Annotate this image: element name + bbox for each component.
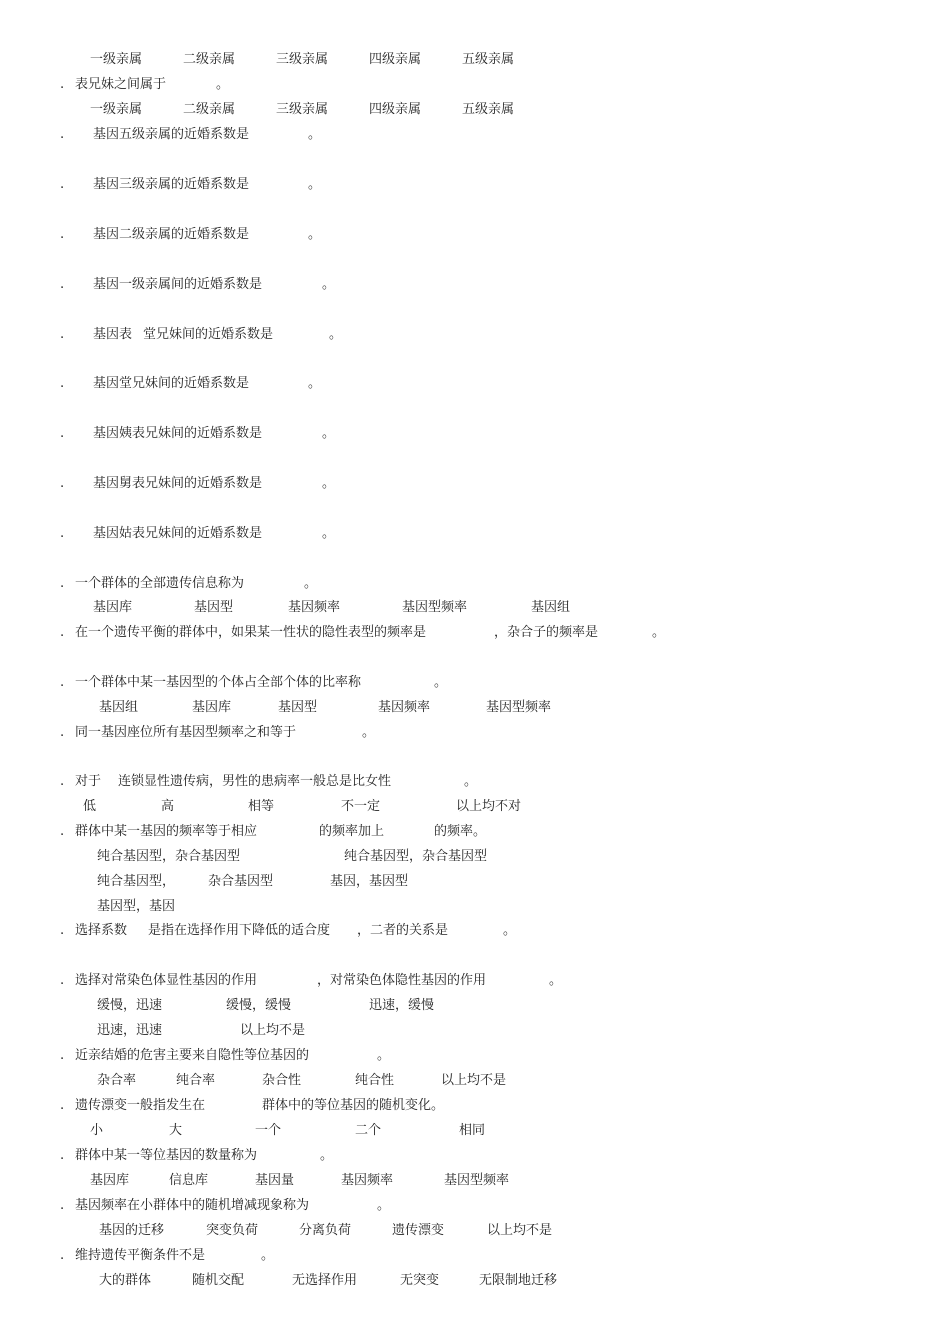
option: 基因，基因型 xyxy=(330,874,409,889)
option: 无突变 xyxy=(400,1273,440,1288)
option: 相等 xyxy=(248,799,275,814)
question-text: 。 xyxy=(308,227,322,242)
question-text: 基因五级亲属的近婚系数是 xyxy=(93,127,250,142)
question-marker: . xyxy=(60,376,65,391)
question-text: 基因舅表兄妹间的近婚系数是 xyxy=(93,476,263,491)
option: 三级亲属 xyxy=(276,102,329,117)
question-text: 一个群体中某一基因型的个体占全部个体的比率称 xyxy=(75,675,362,690)
question-text: 是指在选择作用下降低的适合度 xyxy=(148,923,331,938)
option: 突变负荷 xyxy=(206,1223,259,1238)
question-text: 。 xyxy=(261,1248,275,1263)
question-marker: . xyxy=(60,576,65,591)
question-text: 。 xyxy=(377,1048,391,1063)
question-marker: . xyxy=(60,625,65,640)
question-text: 。 xyxy=(322,277,336,292)
question-text: ，二者的关系是 xyxy=(357,923,449,938)
option: 以上均不是 xyxy=(441,1073,507,1088)
option: 无选择作用 xyxy=(292,1273,358,1288)
option: 相同 xyxy=(459,1123,486,1138)
option: 不一定 xyxy=(341,799,381,814)
question-text: 基因二级亲属的近婚系数是 xyxy=(93,227,250,242)
option: 缓慢，缓慢 xyxy=(226,998,292,1013)
question-text: 。 xyxy=(503,923,517,938)
question-text: 基因姨表兄妹间的近婚系数是 xyxy=(93,426,263,441)
option: 低 xyxy=(83,799,97,814)
question-text: 。 xyxy=(434,675,448,690)
question-marker: . xyxy=(60,774,65,789)
option: 以上均不是 xyxy=(240,1023,306,1038)
question-text: 的频率加上 xyxy=(319,824,385,839)
option: 二个 xyxy=(355,1123,382,1138)
question-text: 。 xyxy=(308,376,322,391)
option: 迅速，缓慢 xyxy=(369,998,435,1013)
question-text: 。 xyxy=(322,476,336,491)
option: 基因库 xyxy=(192,700,232,715)
option: 二级亲属 xyxy=(183,52,236,67)
option: 纯合性 xyxy=(355,1073,395,1088)
question-marker: . xyxy=(60,973,65,988)
question-marker: . xyxy=(60,277,65,292)
question-text: 的频率。 xyxy=(434,824,487,839)
option: 以上均不是 xyxy=(487,1223,553,1238)
question-text: 。 xyxy=(304,576,318,591)
question-text: 表兄妹之间属于 xyxy=(75,77,167,92)
question-marker: . xyxy=(60,1048,65,1063)
question-marker: . xyxy=(60,725,65,740)
question-marker: . xyxy=(60,1248,65,1263)
option: 一级亲属 xyxy=(90,52,143,67)
question-text: 。 xyxy=(549,973,563,988)
question-text: ，对常染色体隐性基因的作用 xyxy=(317,973,487,988)
question-text: 堂兄妹间的近婚系数是 xyxy=(143,327,274,342)
option: 一个 xyxy=(255,1123,282,1138)
question-marker: . xyxy=(60,227,65,242)
question-marker: . xyxy=(60,675,65,690)
question-text: 群体中的等位基因的随机变化。 xyxy=(262,1098,445,1113)
option: 杂合率 xyxy=(97,1073,137,1088)
question-text: 一个群体的全部遗传信息称为 xyxy=(75,576,245,591)
question-marker: . xyxy=(60,1198,65,1213)
option: 基因型 xyxy=(194,600,234,615)
question-marker: . xyxy=(60,824,65,839)
question-marker: . xyxy=(60,177,65,192)
option: 基因的迁移 xyxy=(99,1223,165,1238)
option: 纯合基因型，杂合基因型 xyxy=(344,849,488,864)
option: 四级亲属 xyxy=(369,52,422,67)
question-text: 。 xyxy=(652,625,666,640)
question-text: 选择系数 xyxy=(75,923,128,938)
question-text: 。 xyxy=(464,774,478,789)
option: 四级亲属 xyxy=(369,102,422,117)
question-text: 基因一级亲属间的近婚系数是 xyxy=(93,277,263,292)
option: 随机交配 xyxy=(192,1273,245,1288)
option: 基因频率 xyxy=(378,700,431,715)
question-text: 群体中某一基因的频率等于相应 xyxy=(75,824,258,839)
option: 以上均不对 xyxy=(456,799,522,814)
question-text: 。 xyxy=(308,177,322,192)
option: 迅速，迅速 xyxy=(97,1023,163,1038)
question-text: 基因表 xyxy=(93,327,133,342)
option: 杂合基因型 xyxy=(208,874,274,889)
option: 纯合基因型，杂合基因型 xyxy=(97,849,241,864)
question-text: 连锁显性遗传病，男性的患病率一般总是比女性 xyxy=(118,774,392,789)
option: 基因型频率 xyxy=(486,700,552,715)
question-text: 。 xyxy=(362,725,376,740)
question-text: 基因三级亲属的近婚系数是 xyxy=(93,177,250,192)
question-marker: . xyxy=(60,923,65,938)
option: 基因组 xyxy=(99,700,139,715)
question-text: 在一个遗传平衡的群体中，如果某一性状的隐性表型的频率是 xyxy=(75,625,427,640)
question-text: 遗传漂变一般指发生在 xyxy=(75,1098,206,1113)
question-text: 基因姑表兄妹间的近婚系数是 xyxy=(93,526,263,541)
option: 高 xyxy=(161,799,175,814)
option: 杂合性 xyxy=(262,1073,302,1088)
option: 基因库 xyxy=(93,600,133,615)
question-text: 对于 xyxy=(75,774,102,789)
option: 基因量 xyxy=(255,1173,295,1188)
option: 基因组 xyxy=(531,600,571,615)
question-text: 。 xyxy=(377,1198,391,1213)
option: 纯合基因型， xyxy=(97,874,176,889)
question-text: 。 xyxy=(320,1148,334,1163)
question-marker: . xyxy=(60,327,65,342)
option: 缓慢，迅速 xyxy=(97,998,163,1013)
option: 基因型频率 xyxy=(402,600,468,615)
question-text: 群体中某一等位基因的数量称为 xyxy=(75,1148,258,1163)
option: 基因型频率 xyxy=(444,1173,510,1188)
option: 无限制地迁移 xyxy=(479,1273,558,1288)
question-text: 。 xyxy=(329,327,343,342)
option: 三级亲属 xyxy=(276,52,329,67)
option: 分离负荷 xyxy=(299,1223,352,1238)
question-text: 维持遗传平衡条件不是 xyxy=(75,1248,206,1263)
option: 五级亲属 xyxy=(462,102,515,117)
option: 小 xyxy=(90,1123,104,1138)
question-text: ，杂合子的频率是 xyxy=(494,625,599,640)
option: 基因型，基因 xyxy=(97,899,176,914)
question-text: 选择对常染色体显性基因的作用 xyxy=(75,973,258,988)
question-marker: . xyxy=(60,426,65,441)
question-marker: . xyxy=(60,1148,65,1163)
question-text: 同一基因座位所有基因型频率之和等于 xyxy=(75,725,297,740)
question-text: 基因频率在小群体中的随机增减现象称为 xyxy=(75,1198,310,1213)
question-marker: . xyxy=(60,77,65,92)
option: 纯合率 xyxy=(176,1073,216,1088)
question-marker: . xyxy=(60,526,65,541)
option: 基因频率 xyxy=(288,600,341,615)
question-text: 近亲结婚的危害主要来自隐性等位基因的 xyxy=(75,1048,310,1063)
option: 大 xyxy=(169,1123,183,1138)
question-marker: . xyxy=(60,127,65,142)
question-marker: . xyxy=(60,1098,65,1113)
option: 五级亲属 xyxy=(462,52,515,67)
option: 基因库 xyxy=(90,1173,130,1188)
question-text: 。 xyxy=(308,127,322,142)
option: 遗传漂变 xyxy=(392,1223,445,1238)
option: 信息库 xyxy=(169,1173,209,1188)
option: 一级亲属 xyxy=(90,102,143,117)
question-text: 。 xyxy=(322,526,336,541)
question-marker: . xyxy=(60,476,65,491)
option: 基因型 xyxy=(278,700,318,715)
question-text: 。 xyxy=(322,426,336,441)
question-text: 。 xyxy=(216,77,230,92)
option: 二级亲属 xyxy=(183,102,236,117)
question-text: 基因堂兄妹间的近婚系数是 xyxy=(93,376,250,391)
option: 大的群体 xyxy=(99,1273,152,1288)
option: 基因频率 xyxy=(341,1173,394,1188)
